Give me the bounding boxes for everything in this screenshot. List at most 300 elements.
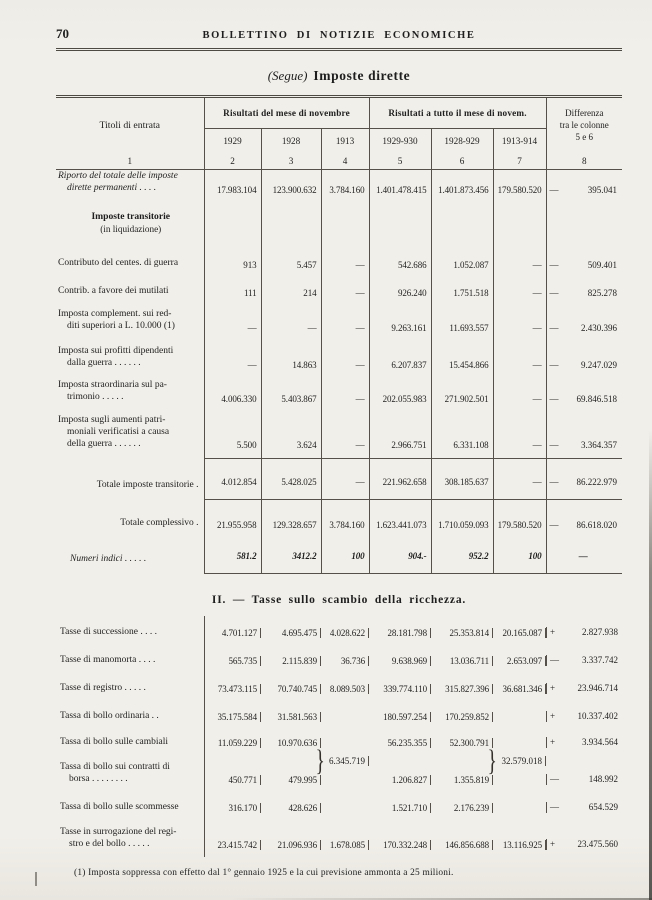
column-year: 1913-914	[493, 129, 546, 153]
column-number: 3	[261, 152, 321, 170]
table-row	[56, 378, 622, 412]
merged-cell	[315, 729, 369, 792]
difference-cell	[546, 306, 622, 341]
table-cell: 17.983.104	[204, 170, 261, 203]
table-row	[56, 616, 622, 645]
brace-glyph: }	[487, 744, 497, 778]
table-row	[56, 538, 622, 574]
column-year: 1928-929	[431, 129, 493, 153]
difference-sign: +	[550, 839, 556, 850]
difference-cell	[546, 616, 622, 645]
column-year: 1929	[204, 129, 261, 153]
tasse-scambio-table	[56, 616, 622, 857]
difference-cell	[546, 500, 622, 538]
row-label-line: Imposta sui profitti dipendenti	[58, 346, 174, 356]
section-title-prefix: (Segue)	[267, 68, 308, 83]
cell-value: 35.175.584	[215, 712, 261, 722]
table-cell: —	[493, 459, 546, 500]
table-row	[56, 306, 622, 341]
row-label-line: stro e del bollo . . . . .	[69, 838, 150, 849]
table-cell: 15.454.866	[431, 341, 493, 378]
table-cell: —	[321, 459, 369, 500]
table-cell	[321, 673, 369, 701]
table-cell	[369, 203, 431, 249]
difference-cell	[546, 673, 622, 701]
table-cell	[431, 729, 493, 755]
difference-sign: —	[549, 359, 559, 370]
table-row	[56, 701, 622, 729]
table-cell: —	[493, 249, 546, 278]
difference-value: 395.041	[587, 184, 618, 195]
row-label	[56, 538, 204, 574]
cell-value: 180.597.254	[381, 712, 431, 722]
table-row	[56, 500, 622, 538]
difference-wrap	[546, 683, 622, 694]
row-label	[56, 500, 204, 538]
difference-value: 2.430.396	[581, 322, 618, 333]
difference-value: 148.992	[588, 774, 618, 785]
row-label	[56, 701, 204, 729]
table-cell	[369, 755, 431, 792]
table-cell	[321, 820, 369, 857]
table1-head-row-numbers	[56, 152, 622, 170]
cell-value: 146.856.688	[443, 840, 493, 850]
column-number: 7	[493, 152, 546, 170]
table-cell	[493, 616, 546, 645]
row-label-line: Riporto del totale delle imposte	[58, 171, 178, 181]
column-number: 5	[369, 152, 431, 170]
section-heading	[56, 203, 204, 249]
difference-cell	[546, 538, 622, 574]
table-cell	[321, 701, 369, 729]
difference-wrap	[546, 737, 622, 748]
difference-value: —	[578, 551, 588, 562]
row-label-line: dirette permanenti . . . .	[67, 183, 157, 194]
cell-value: 70.740.745	[275, 684, 321, 694]
table-cell: 179.580.520	[493, 500, 546, 538]
table-cell	[204, 203, 261, 249]
table-cell	[369, 792, 431, 820]
row-label	[56, 306, 204, 341]
table-cell: 9.263.161	[369, 306, 431, 341]
cell-value: 52.300.791	[447, 738, 493, 748]
cell-value: 339.774.110	[381, 684, 431, 694]
table-cell: —	[493, 378, 546, 412]
row-label-line: Tasse in surrogazione del regi-	[60, 826, 177, 837]
row-label	[56, 616, 204, 645]
table-cell: —	[204, 341, 261, 378]
cell-value: 36.681.346	[500, 684, 546, 694]
table-cell: 214	[261, 278, 321, 306]
row-label	[56, 412, 204, 459]
table-cell	[261, 645, 321, 673]
cell-value: 2.653.097	[505, 656, 546, 666]
table-row	[56, 820, 622, 857]
difference-sign: +	[550, 711, 556, 722]
difference-value: 3.934.564	[582, 737, 618, 748]
difference-value: 9.247.029	[581, 359, 618, 370]
cell-value: 2.115.839	[280, 656, 321, 666]
table-row	[56, 729, 622, 755]
difference-value: 23.946.714	[577, 683, 618, 694]
difference-cell	[546, 412, 622, 459]
differenza-header-line: Differenza	[565, 107, 604, 118]
cell-value: 1.206.827	[390, 775, 431, 785]
table-cell	[321, 645, 369, 673]
table1-head-row-groups	[56, 97, 622, 129]
table-cell	[261, 820, 321, 857]
difference-value: 86.618.020	[576, 519, 618, 530]
table-cell	[261, 616, 321, 645]
table-cell: 5.428.025	[261, 459, 321, 500]
difference-wrap	[546, 655, 622, 666]
difference-sign: —	[550, 802, 559, 813]
row-label-line: Tasse di successione . . . .	[60, 626, 157, 637]
table-cell: 111	[204, 278, 261, 306]
difference-sign: +	[550, 627, 556, 638]
cell-value: 28.181.798	[385, 628, 431, 638]
table-cell: —	[321, 306, 369, 341]
table1-body	[56, 170, 622, 574]
row-label-line: diti superiori a L. 10.000 (1)	[67, 321, 175, 332]
row-label-line: Imposta sugli aumenti patri-	[58, 414, 166, 425]
differenza-header-line: 5 e 6	[575, 132, 594, 143]
row-label-line: Tassa di bollo ordinaria . .	[60, 710, 159, 721]
merged-value: 6.345.719	[327, 756, 369, 766]
column-number: 8	[546, 152, 622, 170]
table-cell	[204, 755, 261, 792]
table-cell: 3412.2	[261, 538, 321, 574]
table-row	[56, 673, 622, 701]
section-heading-line: Imposte transitorie	[91, 211, 171, 223]
difference-value: 86.222.979	[576, 477, 618, 488]
row-label	[56, 792, 204, 820]
difference-value: 654.529	[588, 802, 618, 813]
table-cell: 6.331.108	[431, 412, 493, 459]
difference-cell	[546, 792, 622, 820]
row-label-line: borsa . . . . . . . .	[69, 773, 128, 784]
section-title	[56, 68, 622, 84]
column-group-risultati-tutto: Risultati a tutto il mese di novem.	[369, 97, 546, 129]
table-cell: 129.328.657	[261, 500, 321, 538]
table-cell: 6.207.837	[369, 341, 431, 378]
table-cell: —	[493, 306, 546, 341]
table-cell: 221.962.658	[369, 459, 431, 500]
table-cell: 952.2	[431, 538, 493, 574]
table-cell	[204, 792, 261, 820]
row-label	[56, 459, 204, 500]
table-cell: 3.624	[261, 412, 321, 459]
table1-head	[56, 97, 622, 170]
difference-cell	[546, 278, 622, 306]
cell-value: 10.970.636	[275, 738, 321, 748]
table-cell	[493, 792, 546, 820]
table-cell: 202.055.983	[369, 378, 431, 412]
table-cell: 1.401.873.456	[431, 170, 493, 203]
table-cell: 4.006.330	[204, 378, 261, 412]
cell-value: 428.626	[286, 803, 321, 813]
table-cell: 3.784.160	[321, 170, 369, 203]
table-cell: —	[321, 249, 369, 278]
table-row	[56, 412, 622, 459]
table-cell	[493, 701, 546, 729]
row-label	[56, 645, 204, 673]
difference-sign: —	[550, 774, 559, 785]
cell-value: 2.176.239	[452, 803, 493, 813]
row-label	[56, 378, 204, 412]
differenza-header-line: tra le colonne	[559, 119, 609, 130]
difference-wrap	[547, 185, 623, 195]
table-cell	[369, 616, 431, 645]
table-cell	[431, 645, 493, 673]
cell-value: 4.701.127	[220, 628, 261, 638]
row-label-line: Tasse di registro . . . . .	[60, 682, 146, 693]
difference-sign: —	[549, 287, 559, 298]
table-cell: 926.240	[369, 278, 431, 306]
difference-wrap	[547, 288, 623, 298]
row-label	[56, 820, 204, 857]
cell-value: 170.259.852	[443, 712, 493, 722]
table-cell: 1.052.087	[431, 249, 493, 278]
difference-wrap	[547, 394, 623, 404]
cell-value: 4.695.475	[280, 628, 321, 638]
section-heading-line: (in liquidazione)	[100, 223, 162, 234]
difference-wrap	[547, 260, 623, 270]
difference-value: 2.827.938	[582, 627, 618, 638]
difference-wrap	[547, 360, 623, 370]
table-cell: —	[321, 341, 369, 378]
difference-sign: —	[549, 322, 559, 333]
table-cell	[261, 755, 321, 792]
table-cell: 5.500	[204, 412, 261, 459]
column-number: 2	[204, 152, 261, 170]
table-cell: —	[321, 378, 369, 412]
row-label	[56, 729, 204, 755]
table-cell: 4.012.854	[204, 459, 261, 500]
difference-sign: —	[549, 393, 559, 404]
running-head	[56, 26, 622, 51]
table-cell: —	[493, 412, 546, 459]
cell-value: 9.638.969	[390, 656, 431, 666]
column-header-titoli: Titoli di entrata	[99, 119, 161, 131]
row-label-line: Tasse di manomorta . . . .	[60, 654, 156, 665]
table-cell: —	[493, 278, 546, 306]
table-cell: 100	[493, 538, 546, 574]
cell-value: 36.736	[339, 656, 369, 666]
column-number: 4	[321, 152, 369, 170]
bulletin-page	[56, 26, 622, 878]
cell-value: 31.581.563	[275, 712, 321, 722]
merged-cell	[487, 729, 546, 792]
table-cell: —	[321, 278, 369, 306]
difference-cell	[546, 701, 622, 729]
difference-cell	[546, 378, 622, 412]
table-cell: 100	[321, 538, 369, 574]
table-row	[56, 278, 622, 306]
cell-value: 450.771	[226, 775, 261, 785]
cell-value: 315.827.396	[443, 684, 493, 694]
table-cell	[261, 673, 321, 701]
section2-title: II. — Tasse sullo scambio della ricchezza.	[211, 594, 467, 607]
difference-cell	[546, 755, 622, 792]
difference-cell	[546, 341, 622, 378]
row-label-line: Numeri indici . . . . .	[70, 554, 147, 565]
row-label-line: Imposta complement. sui red-	[58, 309, 172, 319]
row-label-line: Contributo del centes. di guerra	[58, 258, 179, 269]
table-cell: 308.185.637	[431, 459, 493, 500]
difference-cell	[546, 820, 622, 857]
difference-cell	[546, 249, 622, 278]
cell-value: 21.096.936	[275, 840, 321, 850]
table-cell: 271.902.501	[431, 378, 493, 412]
table-cell: 179.580.520	[493, 170, 546, 203]
table-cell: 21.955.958	[204, 500, 261, 538]
difference-wrap	[546, 839, 622, 850]
difference-wrap	[547, 323, 623, 333]
row-label-line: dalla guerra . . . . . .	[67, 358, 141, 369]
brace-glyph: }	[315, 744, 325, 778]
table-cell	[431, 792, 493, 820]
cell-value: 25.353.814	[447, 628, 493, 638]
table-cell: —	[204, 306, 261, 341]
row-label	[56, 278, 204, 306]
row-label-line: trimonio . . . . .	[67, 392, 124, 403]
cell-value: 1.678.085	[328, 840, 369, 850]
difference-value: 3.364.357	[581, 440, 618, 451]
table-cell: 5.457	[261, 249, 321, 278]
difference-value: 509.401	[587, 259, 618, 270]
cell-value: 23.415.742	[215, 840, 261, 850]
journal-title: BOLLETTINO DI NOTIZIE ECONOMICHE	[202, 30, 476, 41]
table-row	[56, 203, 622, 249]
cell-value: 1.355.819	[452, 775, 493, 785]
cell-value: 13.116.925	[501, 840, 546, 850]
table-cell: 1.623.441.073	[369, 500, 431, 538]
table-cell	[204, 729, 261, 755]
table-cell: 11.693.557	[431, 306, 493, 341]
scan-mark-bottom-left	[35, 872, 37, 886]
difference-sign: +	[550, 683, 556, 694]
table-cell	[204, 820, 261, 857]
table-row	[56, 170, 622, 203]
difference-value: 10.337.402	[577, 711, 618, 722]
table-cell: 1.751.518	[431, 278, 493, 306]
difference-wrap	[547, 520, 623, 530]
cell-value: 13.036.711	[448, 656, 493, 666]
row-label-line: Totale imposte transitorie .	[96, 480, 199, 491]
column-year: 1928	[261, 129, 321, 153]
cell-value: 8.089.503	[328, 684, 369, 694]
difference-value: 23.475.560	[577, 839, 618, 850]
column-year: 1929-930	[369, 129, 431, 153]
row-label	[56, 755, 204, 792]
difference-cell	[546, 459, 622, 500]
table-cell	[431, 203, 493, 249]
table-cell	[493, 203, 546, 249]
row-label-line: Tassa di bollo sulle cambiali	[60, 736, 169, 747]
row-label-line: Totale complessivo .	[120, 518, 199, 529]
difference-sign: —	[549, 259, 559, 270]
cell-value: 20.165.087	[500, 628, 546, 638]
difference-cell	[546, 729, 622, 755]
column-number: 1	[56, 152, 204, 170]
table-cell: 581.2	[204, 538, 261, 574]
difference-sign: +	[550, 737, 556, 748]
cell-value: 565.735	[226, 656, 261, 666]
table-cell: 5.403.867	[261, 378, 321, 412]
difference-cell	[546, 645, 622, 673]
row-label	[56, 249, 204, 278]
column-number: 6	[431, 152, 493, 170]
table-cell	[261, 701, 321, 729]
table2-body	[56, 616, 622, 857]
row-label-line: moniali verificatisi a causa	[67, 427, 170, 437]
column-header-differenza	[546, 97, 622, 153]
table-cell	[431, 701, 493, 729]
difference-value: 69.846.518	[576, 393, 618, 404]
table-cell: —	[321, 412, 369, 459]
table-row	[56, 341, 622, 378]
table-cell: 123.900.632	[261, 170, 321, 203]
difference-wrap	[547, 477, 623, 487]
cell-value: 56.235.355	[385, 738, 431, 748]
imposte-dirette-table	[56, 95, 622, 574]
difference-sign: —	[550, 655, 559, 666]
difference-wrap	[547, 551, 623, 561]
difference-sign: —	[549, 477, 559, 488]
column-group-risultati-mese: Risultati del mese di novembre	[204, 97, 369, 129]
difference-sign: —	[549, 184, 559, 195]
table-row	[56, 645, 622, 673]
table-cell: 2.966.751	[369, 412, 431, 459]
difference-sign: —	[549, 519, 559, 530]
table-cell	[369, 645, 431, 673]
table-cell	[321, 616, 369, 645]
row-label	[56, 170, 204, 203]
table-cell: 14.863	[261, 341, 321, 378]
table-cell	[431, 755, 493, 792]
table-cell	[431, 673, 493, 701]
table-row	[56, 459, 622, 500]
table-cell: —	[493, 341, 546, 378]
row-label	[56, 341, 204, 378]
merged-wrap	[487, 744, 546, 778]
row-label-line: Imposta straordinaria sul pa-	[58, 380, 167, 390]
cell-value: 479.995	[286, 775, 321, 785]
footnote: (1) Imposta soppressa con effetto dal 1° gennaio 1925 e la cui previsione ammonta a 25 milioni.	[74, 868, 454, 879]
table-cell	[431, 820, 493, 857]
merged-wrap	[315, 744, 369, 778]
table-cell	[369, 673, 431, 701]
table-cell	[321, 203, 369, 249]
table-cell	[321, 792, 369, 820]
table-cell: 1.401.478.415	[369, 170, 431, 203]
cell-value: 170.332.248	[381, 840, 431, 850]
table-cell: —	[261, 306, 321, 341]
difference-sign: —	[549, 440, 559, 451]
row-label	[56, 673, 204, 701]
table-cell	[204, 673, 261, 701]
difference-value: 3.337.742	[582, 655, 618, 666]
table-cell	[493, 820, 546, 857]
table-cell	[369, 820, 431, 857]
table-cell	[431, 616, 493, 645]
table-cell	[261, 729, 321, 755]
difference-wrap	[546, 711, 622, 722]
table-cell: 913	[204, 249, 261, 278]
difference-wrap	[546, 774, 622, 785]
cell-value: 73.473.115	[216, 684, 261, 694]
